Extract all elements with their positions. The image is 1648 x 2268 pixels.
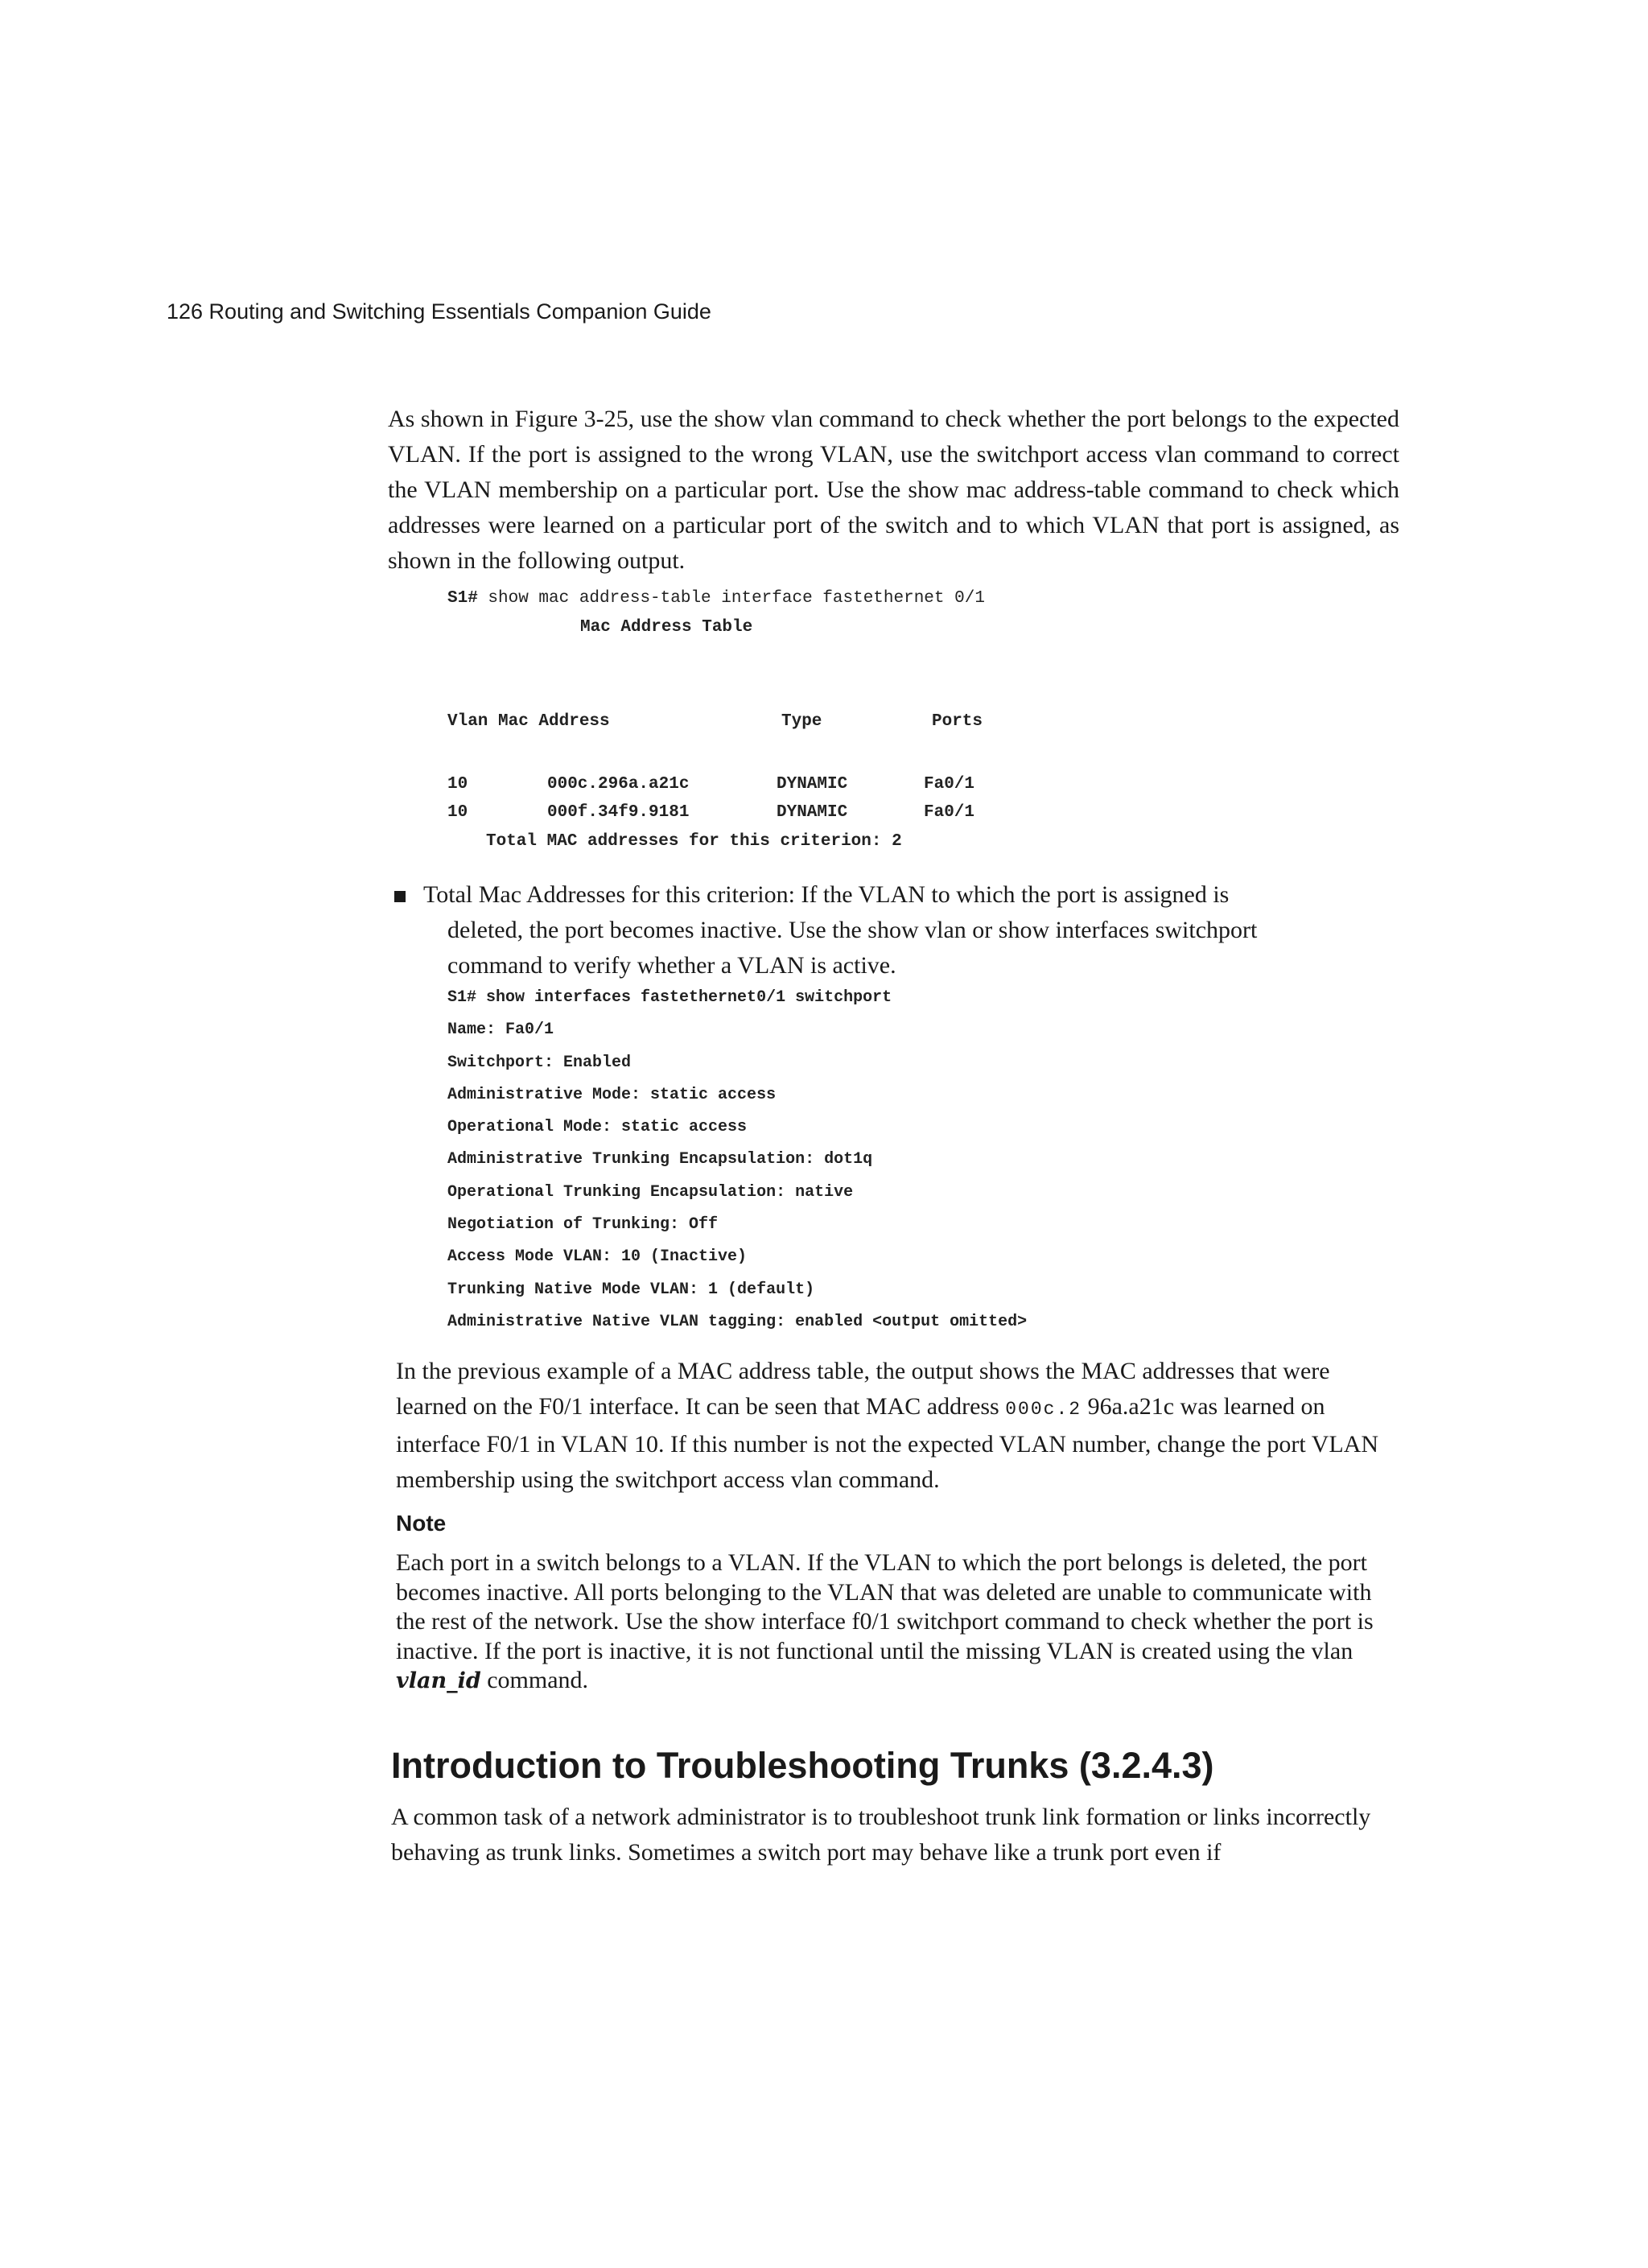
header-mac: Mac Address	[498, 712, 610, 731]
row2-type: DYNAMIC	[777, 803, 848, 822]
row2-ports: Fa0/1	[924, 803, 975, 822]
note-italic-arg: vlan_id	[396, 1668, 481, 1693]
bullet-item	[394, 877, 1320, 983]
mac-fragment: 000c.2	[1005, 1399, 1082, 1420]
note-text-end: command.	[480, 1667, 589, 1693]
bullet-square-icon	[394, 891, 406, 902]
command-line	[447, 589, 985, 608]
row2-mac: 000f.34f9.9181	[547, 803, 690, 822]
note-text	[396, 1548, 1394, 1697]
row1-mac: 000c.296a.a21c	[547, 775, 690, 794]
code-line: Negotiation of Trunking: Off	[447, 1215, 719, 1235]
code-line: Administrative Native VLAN tagging: enabled <output omitted>	[447, 1312, 1028, 1331]
total-line: Total MAC addresses for this criterion: 2	[486, 832, 902, 851]
code-line: Trunking Native Mode VLAN: 1 (default)	[447, 1280, 815, 1299]
header-vlan: Vlan	[447, 712, 488, 731]
header-ports: Ports	[932, 712, 983, 731]
row1-type: DYNAMIC	[777, 775, 848, 794]
section-heading: Introduction to Troubleshooting Trunks (3.2.4.3)	[391, 1745, 1214, 1786]
code-line: Operational Trunking Encapsulation: native	[447, 1182, 854, 1202]
switchport-output	[447, 988, 1027, 1345]
paragraph-trunks: A common task of a network administrator is to troubleshoot trunk link formation or links incorrectly behaving as trunk links. Sometimes a switch port may behave like a trunk port even if	[391, 1804, 1371, 1866]
bullet-text	[423, 877, 1320, 983]
paragraph-explanation-start: In the previous example of a MAC address table, the output shows the MAC addresses that were learned on the F0/1 interface. It can be seen that MAC address	[396, 1358, 1330, 1420]
bullet-first-line: Total Mac Addresses for this criterion: If the VLAN to which the port is assigned is	[423, 881, 1230, 908]
code-line: Name: Fa0/1	[447, 1021, 554, 1040]
paragraph-explanation-end: 96a.a21c was learned on interface F0/1 in VLAN 10. If this number is not the expected VLAN number, change the port VLAN membership using the switchport access vlan command.	[396, 1393, 1379, 1493]
bullet-continuation: deleted, the port becomes inactive. Use the show vlan or show interfaces switchport command to verify whether a VLAN is active.	[447, 917, 1258, 979]
code-line: S1# show interfaces fastethernet0/1 switchport	[447, 988, 892, 1007]
prompt: S1#	[447, 589, 478, 608]
paragraph-intro: As shown in Figure 3-25, use the show vlan command to check whether the port belongs to the expected VLAN. If the port is assigned to the wrong VLAN, use the switchport access vlan command to correct the VLAN membership on a particular port. Use the show mac address-table command to check which addresses were learned on a particular port of the switch and to which VLAN that port is assigned, as shown in the following output.	[388, 406, 1399, 574]
code-line: Administrative Mode: static access	[447, 1085, 777, 1104]
note-label: Note	[396, 1511, 447, 1536]
row1-vlan: 10	[447, 775, 468, 794]
row2-vlan: 10	[447, 803, 468, 822]
command-text: show mac address-table interface fastethernet 0/1	[477, 589, 985, 608]
row1-ports: Fa0/1	[924, 775, 975, 794]
running-head: 126 Routing and Switching Essentials Companion Guide	[167, 299, 711, 324]
code-line: Administrative Trunking Encapsulation: dot1q	[447, 1150, 873, 1169]
code-line: Switchport: Enabled	[447, 1053, 632, 1072]
note-text-start: Each port in a switch belongs to a VLAN. If the VLAN to which the port belongs is deleted, the port becomes inactive. All ports belonging to the VLAN that was deleted are unable to communicate with the rest of the network. Use the show interface f0/1 switchport command to check whether the port is inactive. If the port is inactive, it is not functional until the missing VLAN is created using the vlan	[396, 1549, 1374, 1664]
code-line: Access Mode VLAN: 10 (Inactive)	[447, 1247, 748, 1267]
header-type: Type	[781, 712, 822, 731]
paragraph-explanation	[396, 1354, 1394, 1498]
table-title: Mac Address Table	[580, 618, 753, 637]
code-line: Operational Mode: static access	[447, 1118, 748, 1137]
